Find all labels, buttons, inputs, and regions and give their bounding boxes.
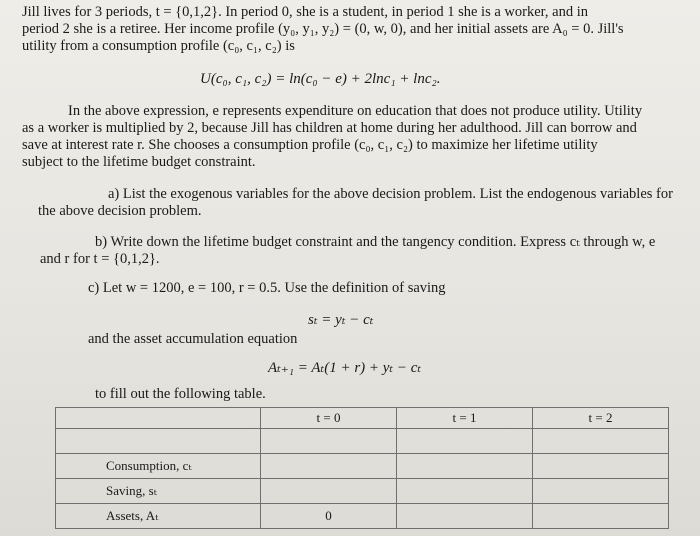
explanation-line-3: save at interest rate r. She chooses a consumption profile (c₀, c₁, c₂) to maximize her lifetime utility [22,137,598,153]
row-label-consumption: Consumption, cₜ [56,454,261,479]
question-b-line-2: and r for t = {0,1,2}. [40,251,160,267]
question-a-line-1: a) List the exogenous variables for the above decision problem. List the endogenous variables for [108,186,673,202]
table-row-assets [56,504,669,529]
row-label-saving: Saving, sₜ [56,479,261,504]
cell-consumption-t2 [533,454,669,479]
cell-assets-t1 [397,504,533,529]
intro-line-2: period 2 she is a retiree. Her income profile (y₀, y₁, y₂) = (0, w, 0), and her initial assets are A₀ = 0. Jill's [22,21,624,37]
table-intro-text: to fill out the following table. [95,386,266,402]
table-header-row [56,408,669,429]
explanation-line-1: In the above expression, e represents expenditure on education that does not produce utility. Utility [68,103,643,119]
table-row-consumption [56,454,669,479]
table-header-t0: t = 0 [261,408,397,429]
intro-line-1: Jill lives for 3 periods, t = {0,1,2}. In period 0, she is a student, in period 1 she is a worker, and in [22,4,588,20]
assets-table [55,407,669,529]
utility-equation: U(c₀, c₁, c₂) = ln(c₀ − e) + 2lnc₁ + lnc₂. [200,71,441,87]
explanation-line-2: as a worker is multiplied by 2, because Jill has children at home during her adulthood. Jill can borrow and [22,120,637,136]
intro-line-3: utility from a consumption profile (c₀, c₁, c₂) is [22,38,295,54]
table-header-t2: t = 2 [533,408,669,429]
cell-consumption-t1 [397,454,533,479]
table-row-saving [56,479,669,504]
cell-assets-t2 [533,504,669,529]
saving-equation: sₜ = yₜ − cₜ [308,312,374,328]
table-header-t1: t = 1 [397,408,533,429]
question-c-line-1: c) Let w = 1200, e = 100, r = 0.5. Use the definition of saving [88,280,446,296]
cell-saving-t2 [533,479,669,504]
asset-accumulation-equation: Aₜ₊₁ = Aₜ(1 + r) + yₜ − cₜ [268,360,422,376]
cell-saving-t1 [397,479,533,504]
cell-consumption-t0 [261,454,397,479]
explanation-line-4: subject to the lifetime budget constraint. [22,154,256,170]
question-b-line-1: b) Write down the lifetime budget constraint and the tangency condition. Express cₜ through w, e [95,234,656,250]
row-label-assets: Assets, Aₜ [56,504,261,529]
table-header-corner [56,408,261,429]
question-a-line-2: the above decision problem. [38,203,202,219]
asset-intro-text: and the asset accumulation equation [88,331,298,347]
cell-assets-t0: 0 [261,504,397,529]
cell-saving-t0 [261,479,397,504]
table-row-blank [56,429,669,454]
